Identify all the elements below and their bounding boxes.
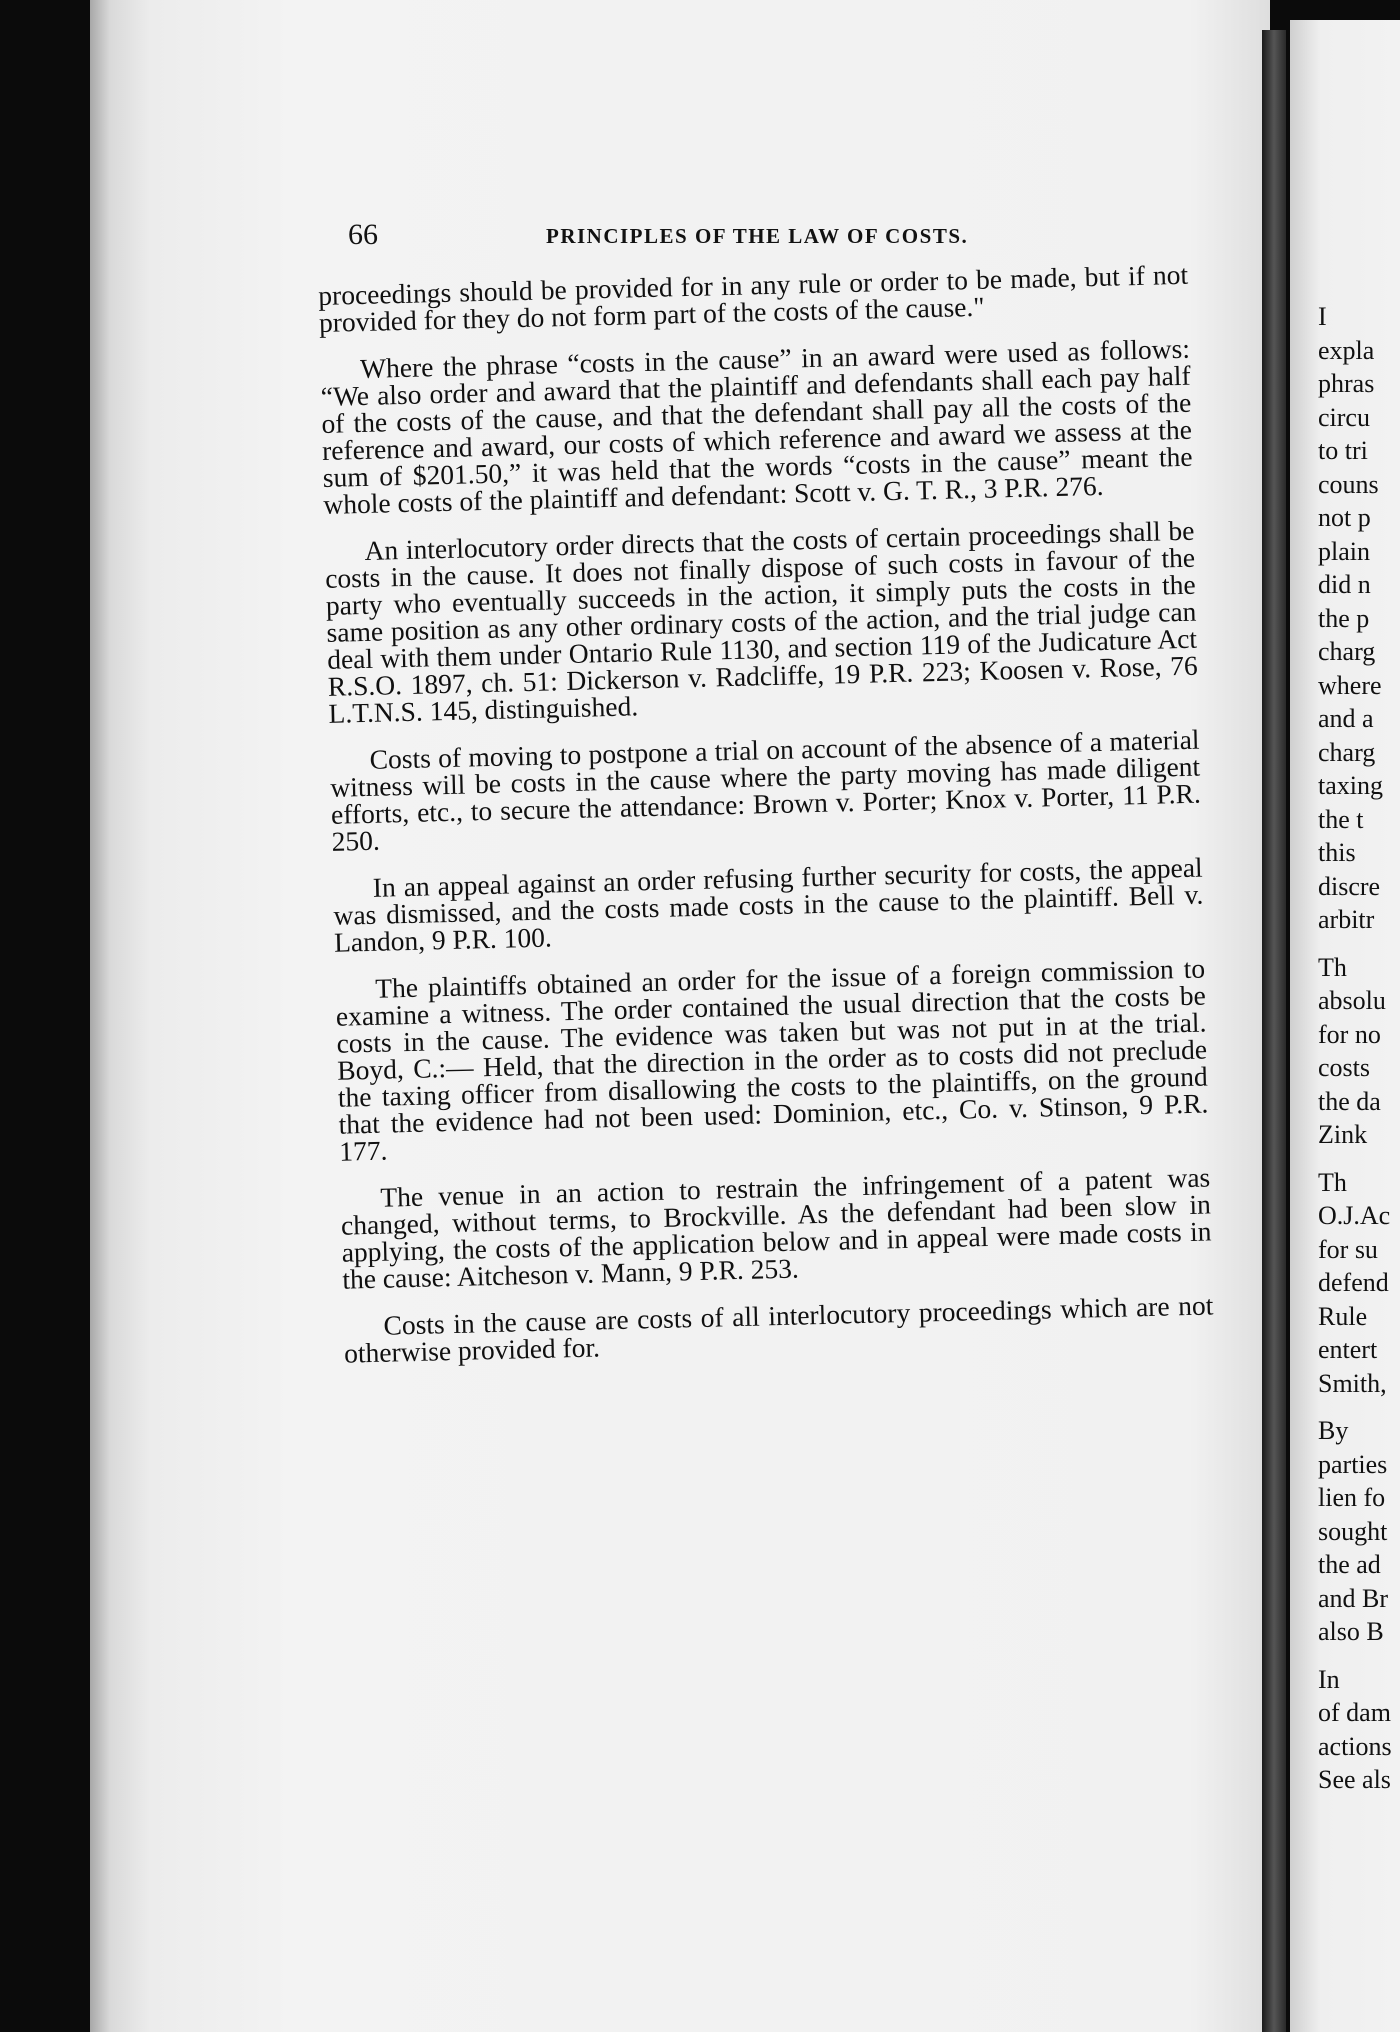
facing-page-line: for su	[1318, 1234, 1378, 1264]
facing-page-line: Rule	[1318, 1301, 1368, 1331]
facing-page-line: to tri	[1318, 436, 1368, 465]
body-text	[317, 258, 1215, 1387]
facing-page-line: costs	[1318, 1053, 1370, 1082]
facing-page-line: the da	[1318, 1086, 1381, 1116]
facing-page-fragments	[1318, 300, 1400, 1797]
facing-page-line: defend	[1318, 1268, 1389, 1297]
facing-page-line: the ad	[1318, 1550, 1381, 1579]
facing-page-line: where	[1318, 670, 1382, 700]
paragraph-3: An interlocutory order directs that the costs of certain proceedings shall be costs in the cause. It does not finally dispose of such costs in favour of the party who eventually succeeds in the action, it simply puts the costs in the same position as any other ordinary costs of the action, and the trial judge can deal with them under Ontario Rule 1130, and section 119 of the Judicature Act R.S.O. 1897, ch. 51: Dickerson v. Radcliffe, 19 P.R. 223; Koosen v. Rose, 76 L.T.N.S. 145, distinguished.	[324, 514, 1199, 729]
facing-page-line: for no	[1318, 1019, 1381, 1049]
page-header	[348, 218, 1178, 258]
facing-page-line: of dam	[1318, 1698, 1391, 1727]
paragraph-1: proceedings should be provided for in any rule or order to be made, but if not provided for they do not form part of the costs of the cause."	[317, 258, 1189, 338]
facing-page-line: sought	[1318, 1516, 1388, 1546]
book-gutter	[1262, 30, 1286, 2032]
facing-page-line: By	[1318, 1416, 1349, 1445]
facing-page-line: and Br	[1318, 1583, 1389, 1613]
facing-page-line: taxing	[1318, 771, 1383, 800]
paragraph-5: In an appeal against an order refusing further security for costs, the appeal was dismissed, and the costs made costs in the cause to the plaintiff. Bell v. Landon, 9 P.R. 100.	[333, 851, 1204, 958]
facing-page-line: entert	[1318, 1335, 1378, 1364]
facing-page-line: absolu	[1318, 986, 1386, 1015]
facing-page-line: the p	[1318, 603, 1370, 633]
facing-page-line: the t	[1318, 804, 1364, 834]
facing-page-line: Th	[1318, 952, 1347, 982]
facing-page-line: O.J.Ac	[1318, 1201, 1391, 1230]
paragraph-8: Costs in the cause are costs of all interlocutory proceedings which are not otherwise provided for.	[343, 1289, 1214, 1369]
facing-page-line: plain	[1318, 536, 1370, 566]
facing-page-line: did n	[1318, 570, 1371, 599]
facing-page-line: actions	[1318, 1731, 1392, 1761]
facing-page-line: phras	[1318, 369, 1375, 398]
facing-page-line: In	[1318, 1664, 1340, 1694]
facing-page-line: this	[1318, 838, 1356, 867]
facing-page-line: charg	[1318, 737, 1376, 767]
facing-page-line: parties	[1318, 1449, 1388, 1479]
facing-page-line: Th	[1318, 1167, 1347, 1197]
page-number: 66	[348, 218, 378, 251]
facing-page-line: See als	[1318, 1765, 1391, 1794]
facing-page-line: lien fo	[1318, 1483, 1386, 1512]
facing-page-line: Smith,	[1318, 1368, 1387, 1398]
facing-page-line: and a	[1318, 704, 1374, 733]
running-title: PRINCIPLES OF THE LAW OF COSTS.	[546, 224, 969, 248]
facing-page-line: discre	[1318, 871, 1381, 901]
facing-page-line: circu	[1318, 402, 1370, 432]
paragraph-6: The plaintiffs obtained an order for the issue of a foreign commission to examine a witness. The order contained the usual direction that the costs be costs in the cause. The evidence was taken but was not put in at the trial. Boyd, C.:— Held, that the direction in the order as to costs did not preclude the taxing officer from disallowing the costs to the plaintiffs, on the ground that the evidence had not been used: Dominion, etc., Co. v. Stinson, 9 P.R. 177.	[335, 952, 1209, 1167]
facing-page-line: Zink	[1318, 1120, 1368, 1149]
facing-page-line: expla	[1318, 335, 1375, 365]
facing-page-line: also B	[1318, 1617, 1384, 1646]
facing-page-line: arbitr	[1318, 905, 1375, 934]
facing-page-line: I	[1318, 302, 1327, 331]
facing-page-line: not p	[1318, 503, 1371, 532]
paragraph-2: Where the phrase “costs in the cause” in an award were used as follows: “We also order and award that the plaintiff and defendants shall each pay half of the costs of the cause, and that the defendant shall pay all the costs of the reference and award, our costs of which reference and award we assess at the sum of $201.50,” it was held that the words “costs in the cause” meant the whole costs of the plaintiff and defendant: Scott v. G. T. R., 3 P.R. 276.	[320, 332, 1193, 520]
facing-page-line: charg	[1318, 637, 1376, 666]
facing-page-line: couns	[1318, 469, 1379, 499]
paragraph-4: Costs of moving to postpone a trial on account of the absence of a material witness will be costs in the cause where the party moving has made diligent efforts, etc., to secure the attendance: Brown v. Porter; Knox v. Porter, 11 P.R. 250.	[329, 723, 1202, 857]
paragraph-7: The venue in an action to restrain the infringement of a patent was changed, without terms, to Brockville. As the defendant had been slow in applying, the costs of the application below and in appeal were made costs in the cause: Aitcheson v. Mann, 9 P.R. 253.	[340, 1161, 1212, 1295]
